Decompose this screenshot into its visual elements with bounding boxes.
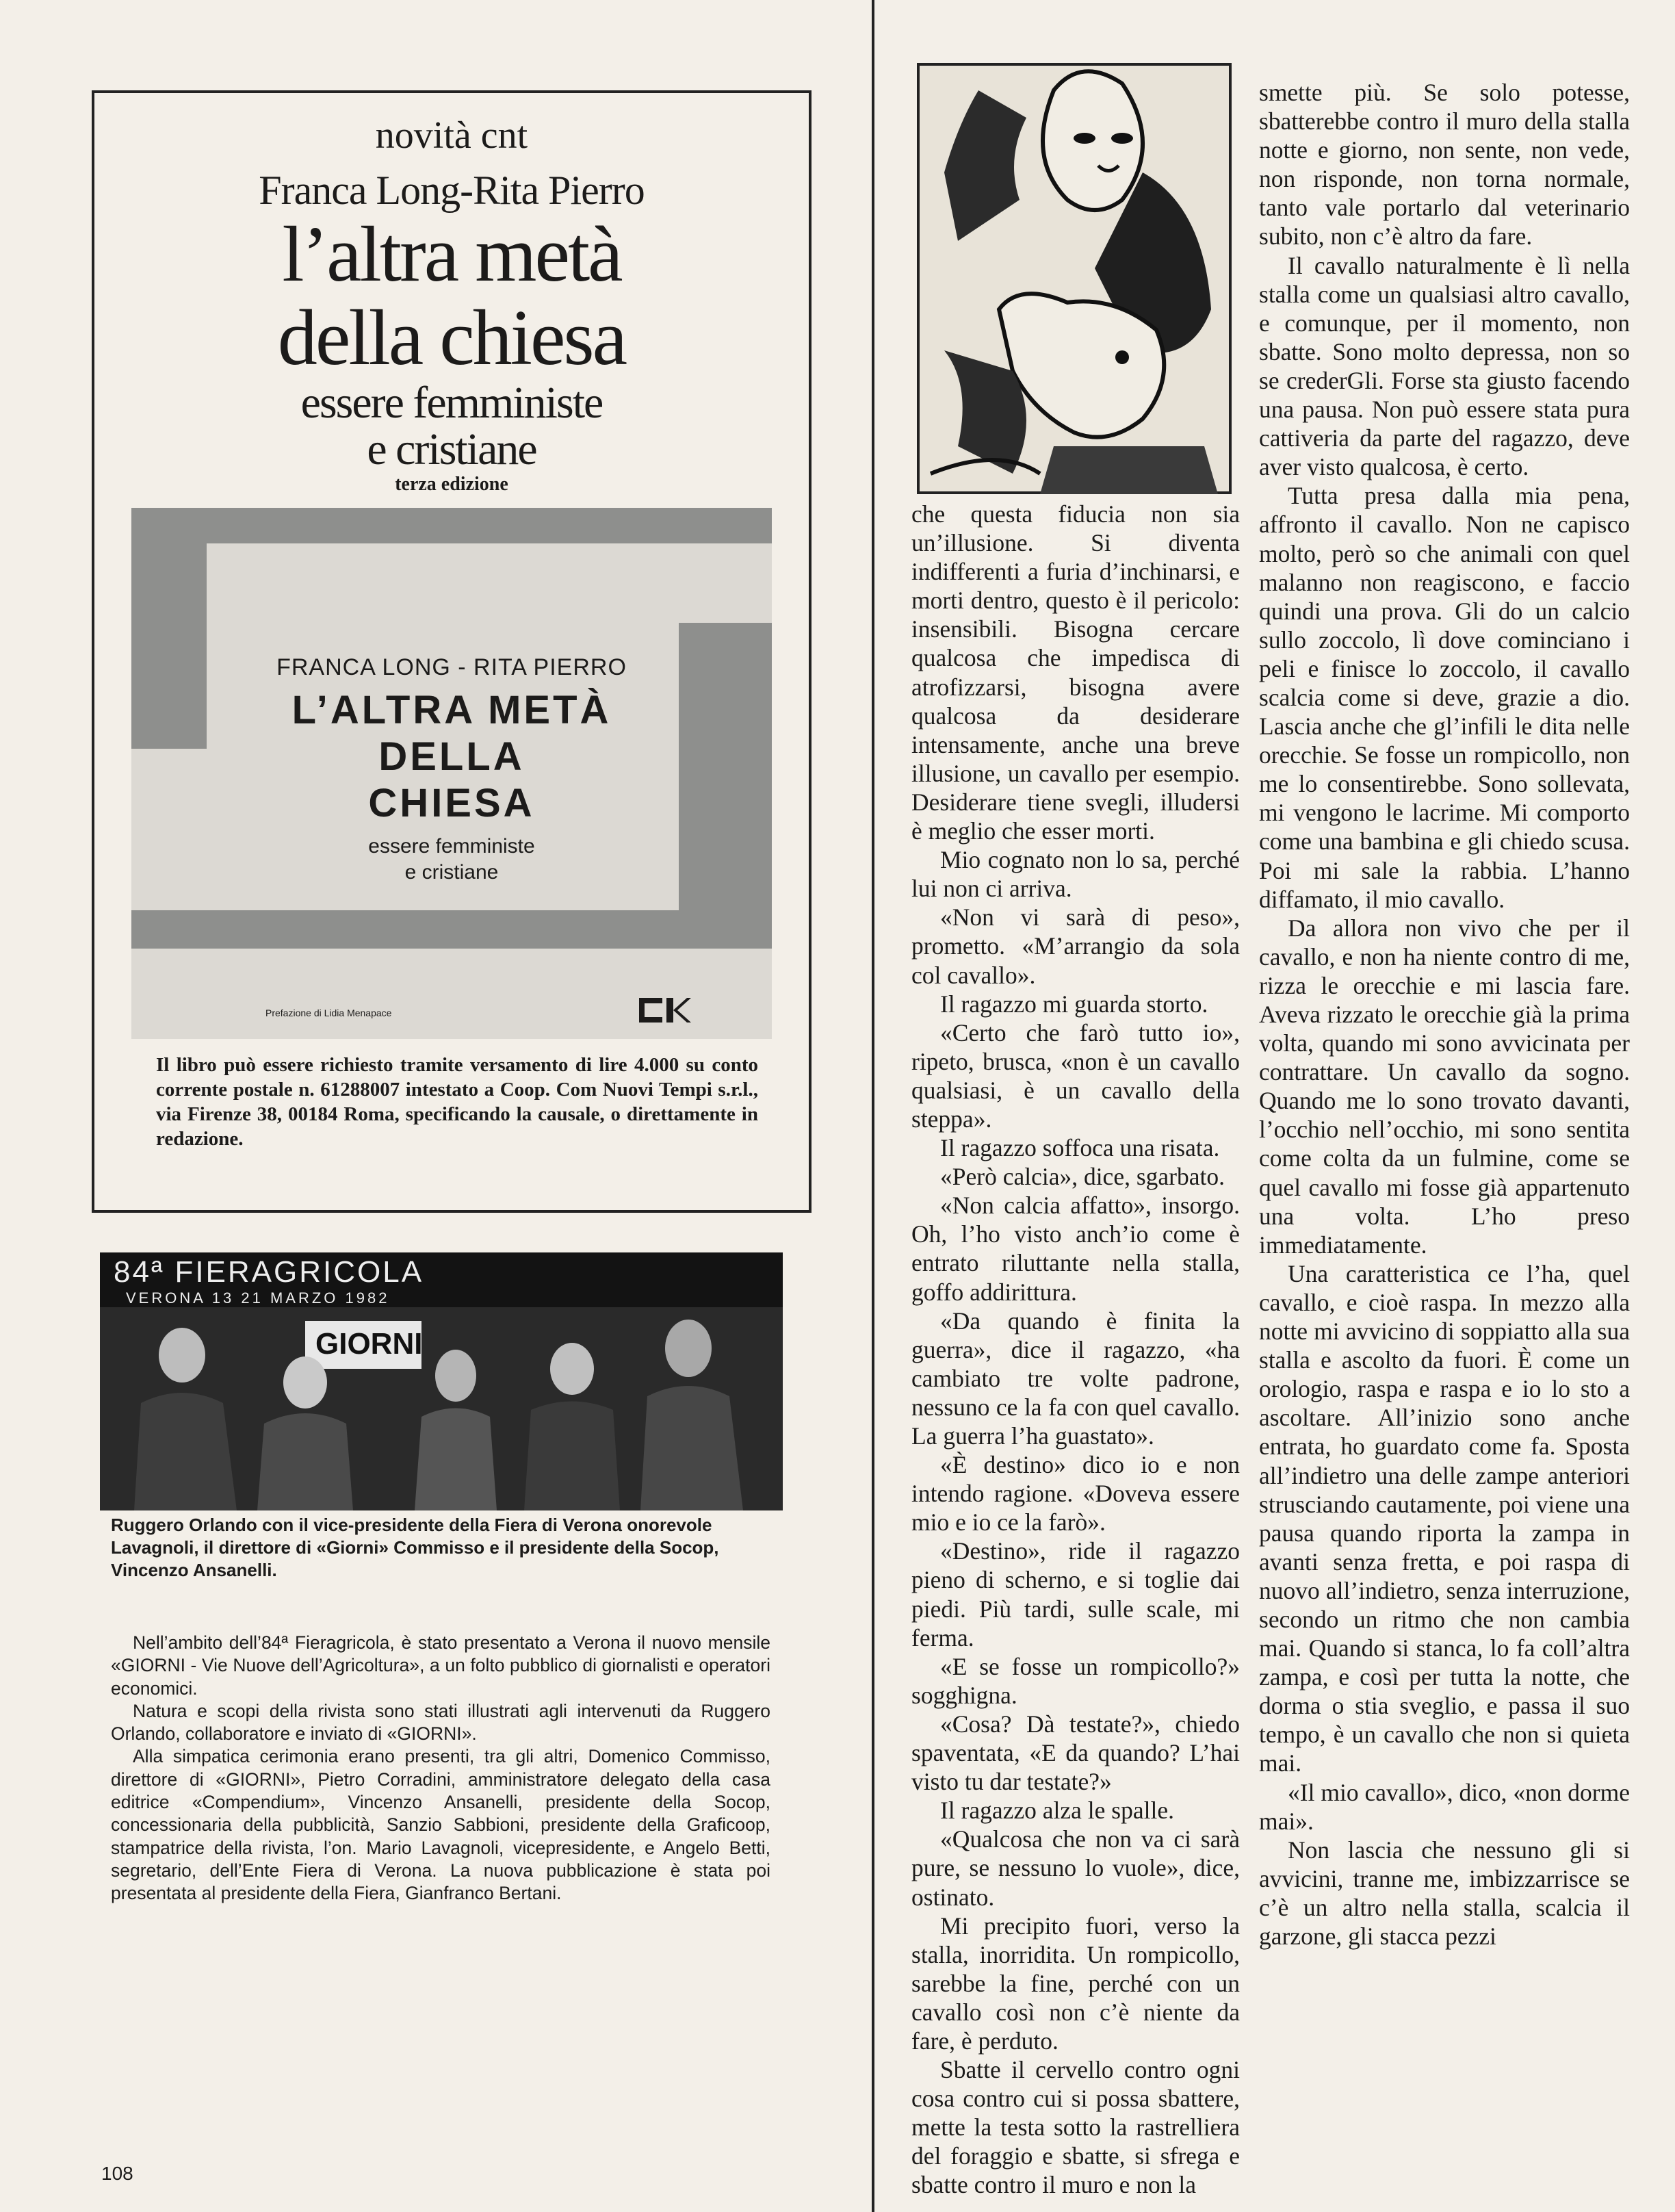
cover-title-line3: CHIESA <box>368 781 535 825</box>
story-paragraph: «Da quando è finita la guerra», dice il ragazzo, «ha cambiato tre volte padrone, nessuno ce la fa con quel cavallo. La guerra l’ha guastato». <box>911 1307 1240 1450</box>
story-paragraph: Da allora non vivo che per il cavallo, e non ha niente contro di me, rizza le orecchie e mi lascia fare. Aveva rizzato le orecchie già la prima volta, quando mi sono avvicinata per contrattare. Un cavallo da sogno. Quando me lo sono trovato davanti, l’occhio nell’occhio, mi sono sentita come colta da un fulmine, come se quel cavallo mi fosse già appartenuto una volta. L’ho preso immediatamente. <box>1259 914 1630 1259</box>
ad-subtitle-line2: e cristiane <box>367 424 536 474</box>
ad-subtitle-line1: essere femministe <box>300 378 603 428</box>
story-paragraph: Il cavallo naturalmente è lì nella stalla come un qualsiasi altro cavallo, e comunque, per il momento, non sbatte. Sono molto depressa, non so se crederGli. Forse sta giusto facendo una pausa. Non può essere stata pura cattiveria da parte del ragazzo, deve aver visto qualcosa, è certo. <box>1259 251 1630 481</box>
story-paragraph: smette più. Se solo potesse, sbatterebbe contro il muro della stalla notte e giorno, non sente, non vede, non risponde, non torna normale, tanto vale portarlo dal veterinario subito, non c’è altro da fare. <box>1259 79 1630 250</box>
story-paragraph: Tutta presa dalla mia pena, affronto il cavallo. Non ne capisco molto, però so che animali con quel malanno non reagiscono, e faccio quindi una prova. Gli do un calcio sullo zoccolo, lì dove cominciano i peli e finisce lo zoccolo, il cavallo scalcia come si deve, grazie a dio. Lascia anche che gl’infili le dita nelle orecchie. Se fosse un rompicollo, non me lo consentirebbe. Sono sollevata, mi vengono le lacrime. Mi comporto come una bambina e gli chiedo scusa. Poi mi sale la rabbia. L’hanno diffamato, il mio cavallo. <box>1259 482 1630 913</box>
event-photo <box>100 1252 783 1510</box>
cover-band-top <box>131 508 772 543</box>
story-paragraph: «Certo che farò tutto io», ripeto, brusca, «non è un cavallo qualsiasi, è un cavallo della steppa». <box>911 1018 1240 1133</box>
woman-horse-illustration <box>917 63 1232 494</box>
story-paragraph: Il ragazzo alza le spalle. <box>940 1797 1174 1825</box>
ad-edition: terza edizione <box>395 474 508 495</box>
story-paragraph: Una caratteristica ce l’ha, quel cavallo, e cioè raspa. In mezzo alla notte mi avvicino di soppiatto alla sua stalla e ascolto da fuori. È come un orologio, raspa e raspa e io lo sto a ascoltare. All’inizio sono anche entrata, ho guardato come fa. Sposta all’indietro una delle zampe anteriori strusciando cautamente, poi viene una pausa quando riporta la zampa in avanti senza fretta, e poi raspa di nuovo all’indietro, senza interruzione, secondo un ritmo che non cambia mai. Quando si stanca, lo fa coll’altra zampa, e così per tutta la notte, che dorma o stia sveglio, e passa il suo tempo, è un cavallo che non si quieta mai. <box>1259 1259 1630 1777</box>
book-cover <box>131 508 772 1039</box>
publisher-logo-icon <box>639 995 691 1025</box>
page-number: 108 <box>101 2163 133 2184</box>
story-paragraph: «Però calcia», dice, sgarbato. <box>940 1163 1225 1191</box>
news-article <box>111 1632 770 1905</box>
photo-dateline: VERONA 13 21 MARZO 1982 <box>126 1289 390 1307</box>
story-paragraph: «Il mio cavallo», dico, «non dorme mai». <box>1259 1778 1630 1835</box>
story-paragraph: «E se fosse un rompicollo?» sogghigna. <box>911 1652 1240 1709</box>
story-paragraph: «Cosa? Dà testate?», chiedo spaventata, «E da quando? L’hai visto tu dar testate?» <box>911 1710 1240 1796</box>
photo-sign: GIORNI <box>315 1327 423 1361</box>
story-paragraph: Il ragazzo mi guarda storto. <box>940 990 1208 1018</box>
news-paragraph: Natura e scopi della rivista sono stati illustrati agli intervenuti da Ruggero Orlando, collaboratore e inviato di «GIORNI». <box>111 1700 770 1745</box>
cover-authors: FRANCA LONG - RITA PIERRO <box>276 654 627 680</box>
cover-band-bottom <box>131 910 772 949</box>
news-paragraph: Nell’ambito dell’84ª Fieragricola, è stato presentato a Verona il nuovo mensile «GIORNI - Vie Nuove dell’Agricoltura», a un folto pubblico di giornalisti e operatori economici. <box>111 1632 770 1699</box>
story-paragraph: che questa fiducia non sia un’illusione. Si diventa indifferenti a furia d’inchinarsi, e morti dentro, questo è il pericolo: insensibili. Bisogna cercare qualcosa che impedisca di atrofizzarsi, bisogna avere qualcosa da desiderare intensamente, anche una breve illusione, un cavallo per esempio. Desiderare tiene svegli, illudersi è meglio che esser morti. <box>911 500 1240 845</box>
ad-authors: Franca Long-Rita Pierro <box>259 168 645 213</box>
cover-title-line2: DELLA <box>378 734 525 779</box>
book-advertisement <box>92 90 811 1213</box>
story-paragraph: Mi precipito fuori, verso la stalla, inorridita. Un rompicollo, sarebbe la fine, perché con un cavallo così non c’è niente da fare, è perduto. <box>911 1912 1240 2055</box>
story-paragraph: Sbatte il cervello contro ogni cosa contro cui si possa sbattere, mette la testa sotto la rastrelliera del foraggio e sbatte, si sfrega e sbatte contro il muro e non la <box>911 2056 1240 2199</box>
story-paragraph: Mio cognato non lo sa, perché lui non ci arriva. <box>911 846 1240 903</box>
cover-preface: Prefazione di Lidia Menapace <box>265 1007 392 1018</box>
story-paragraph: «Non vi sarà di peso», prometto. «M’arrangio da sola col cavallo». <box>911 903 1240 989</box>
cover-subtitle-line1: essere femministe <box>368 835 535 858</box>
ad-title-line1: l’altra metà <box>282 211 621 298</box>
story-paragraph: «Destino», ride il ragazzo pieno di scherno, e si toglie dai piedi. Più tardi, sulle scale, mi ferma. <box>911 1537 1240 1651</box>
story-column-right <box>1259 78 1630 1951</box>
story-column-left <box>911 500 1240 2200</box>
order-instructions: Il libro può essere richiesto tramite versamento di lire 4.000 su conto corrente postale n. 61288007 intestato a Coop. Com Nuovi Tempi s.r.l., via Firenze 38, 00184 Roma, specificando la causale, o direttamente in redazione. <box>156 1054 758 1150</box>
column-divider <box>872 0 874 2212</box>
news-paragraph: Alla simpatica cerimonia erano presenti, tra gli altri, Domenico Commisso, direttore di «GIORNI», Pietro Corradini, amministratore delegato della casa editrice «Compendium», Vincenzo Ansanelli, presidente della Socop, concessionaria della pubblicità, Sanzio Sabbioni, presidente della Graficoop, stampatrice della rivista, l’on. Mario Lavagnoli, vicepresidente, e Angelo Betti, segretario, dell’Ente Fiera di Verona. La nuova pubblicazione è stata poi presentata al presidente della Fiera, Gianfranco Bertani. <box>111 1746 770 1904</box>
story-paragraph: «È destino» dico io e non intendo ragione. «Doveva essere mio e io ce la farò». <box>911 1451 1240 1536</box>
story-paragraph: Non lascia che nessuno gli si avvicini, tranne me, imbizzarrisce se c’è un altro nella stalla, scalcia il garzone, gli stacca pezzi <box>1259 1836 1630 1950</box>
story-paragraph: Il ragazzo soffoca una risata. <box>940 1134 1220 1162</box>
photo-people-image <box>100 1307 783 1510</box>
photo-caption: Ruggero Orlando con il vice-presidente della Fiera di Verona onorevole Lavagnoli, il direttore di «Giorni» Commisso e il presidente della Socop, Vincenzo Ansanelli. <box>111 1515 719 1580</box>
story-paragraph: «Non calcia affatto», insorgo. Oh, l’ho visto anch’io come è entrato riluttante nella stalla, goffo addirittura. <box>911 1192 1240 1306</box>
story-paragraph: «Qualcosa che non va ci sarà pure, se nessuno lo vuole», dice, ostinato. <box>911 1825 1240 1911</box>
cover-subtitle-line2: e cristiane <box>404 861 499 884</box>
ad-kicker: novità cnt <box>375 114 528 157</box>
cover-title-line1: L’ALTRA METÀ <box>291 688 612 732</box>
ad-title-line2: della chiesa <box>277 294 626 382</box>
photo-banner: 84ª FIERAGRICOLA <box>114 1255 424 1289</box>
